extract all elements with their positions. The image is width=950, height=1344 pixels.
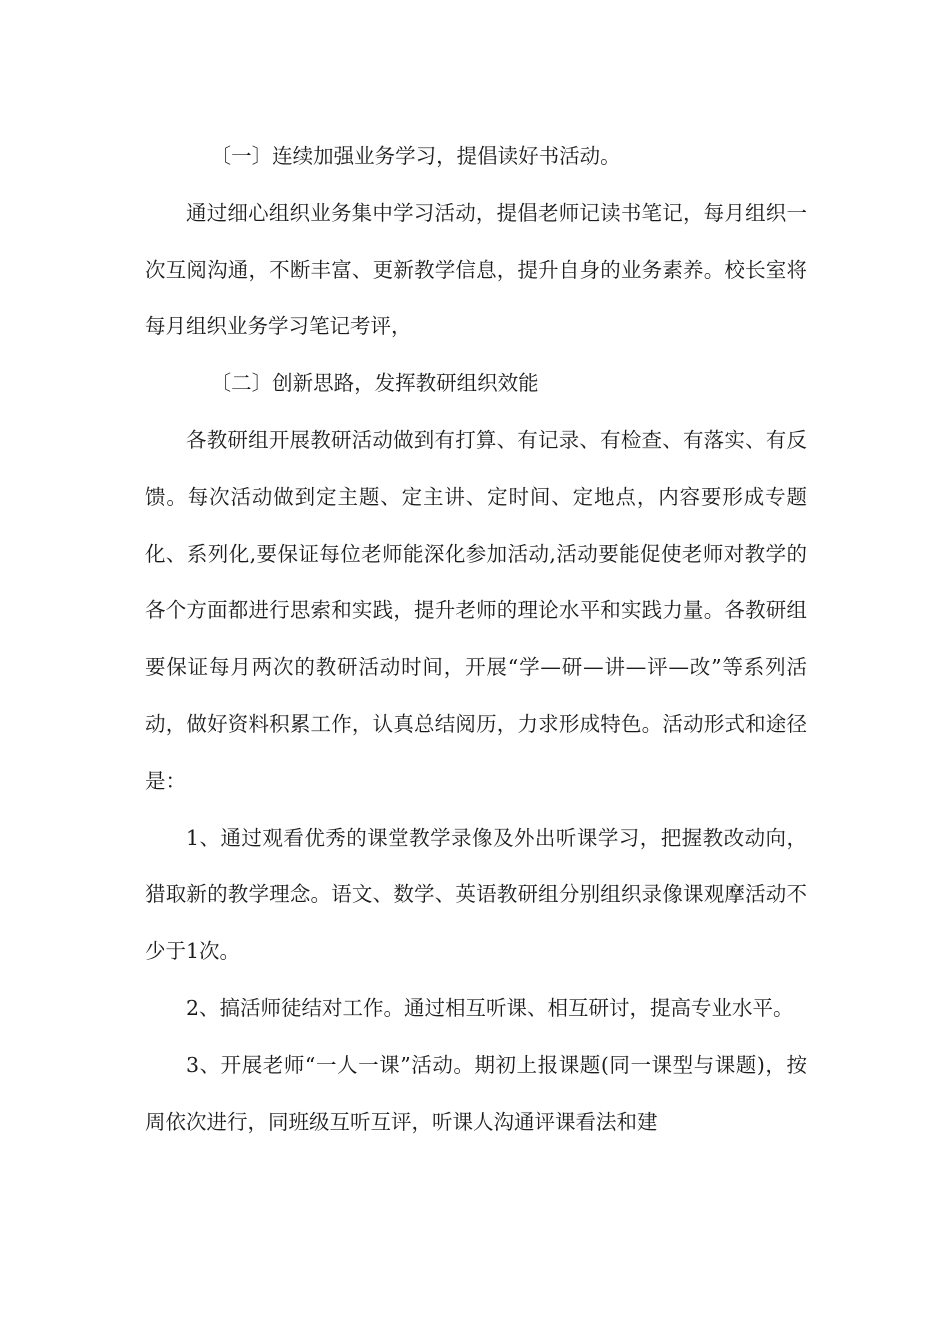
list-item-2: 2、搞活师徒结对工作。通过相互听课、相互研讨，提高专业水平。 [186, 995, 794, 1020]
section-2-paragraph: 各教研组开展教研活动做到有打算、有记录、有检查、有落实、有反馈。每次活动做到定主题、定主讲、定时间、定地点，内容要形成专题化、系列化,要保证每位老师能深化参加活动,活动要能促使老师对教学的各个方面都进行思索和实践，提升老师的理论水平和实践力量。各教研组要保证每月两次的教研活动时间，开展“学—研—讲—评—改”等系列活动，做好资料积累工作，认真总结阅历，力求形成特色。活动形式和途径是： [145, 427, 807, 793]
section-2-heading: 〔二〕创新思路，发挥教研组织效能 [210, 371, 539, 396]
section-1-paragraph: 通过细心组织业务集中学习活动，提倡老师记读书笔记，每月组织一次互阅沟通，不断丰富、更新教学信息，提升自身的业务素养。校长室将每月组织业务学习笔记考评， [145, 200, 807, 339]
document-body [145, 128, 807, 1150]
section-1-heading: 〔一〕连续加强业务学习，提倡读好书活动。 [210, 144, 621, 168]
list-item-1: 1、通过观看优秀的课堂教学录像及外出听课学习，把握教改动向，猎取新的教学理念。语文、数学、英语教研组分别组织录像课观摩活动不少于1次。 [145, 825, 807, 964]
list-item-3: 3、开展老师“一人一课”活动。期初上报课题(同一课型与课题)，按周依次进行，同班级互听互评，听课人沟通评课看法和建 [145, 1052, 807, 1134]
